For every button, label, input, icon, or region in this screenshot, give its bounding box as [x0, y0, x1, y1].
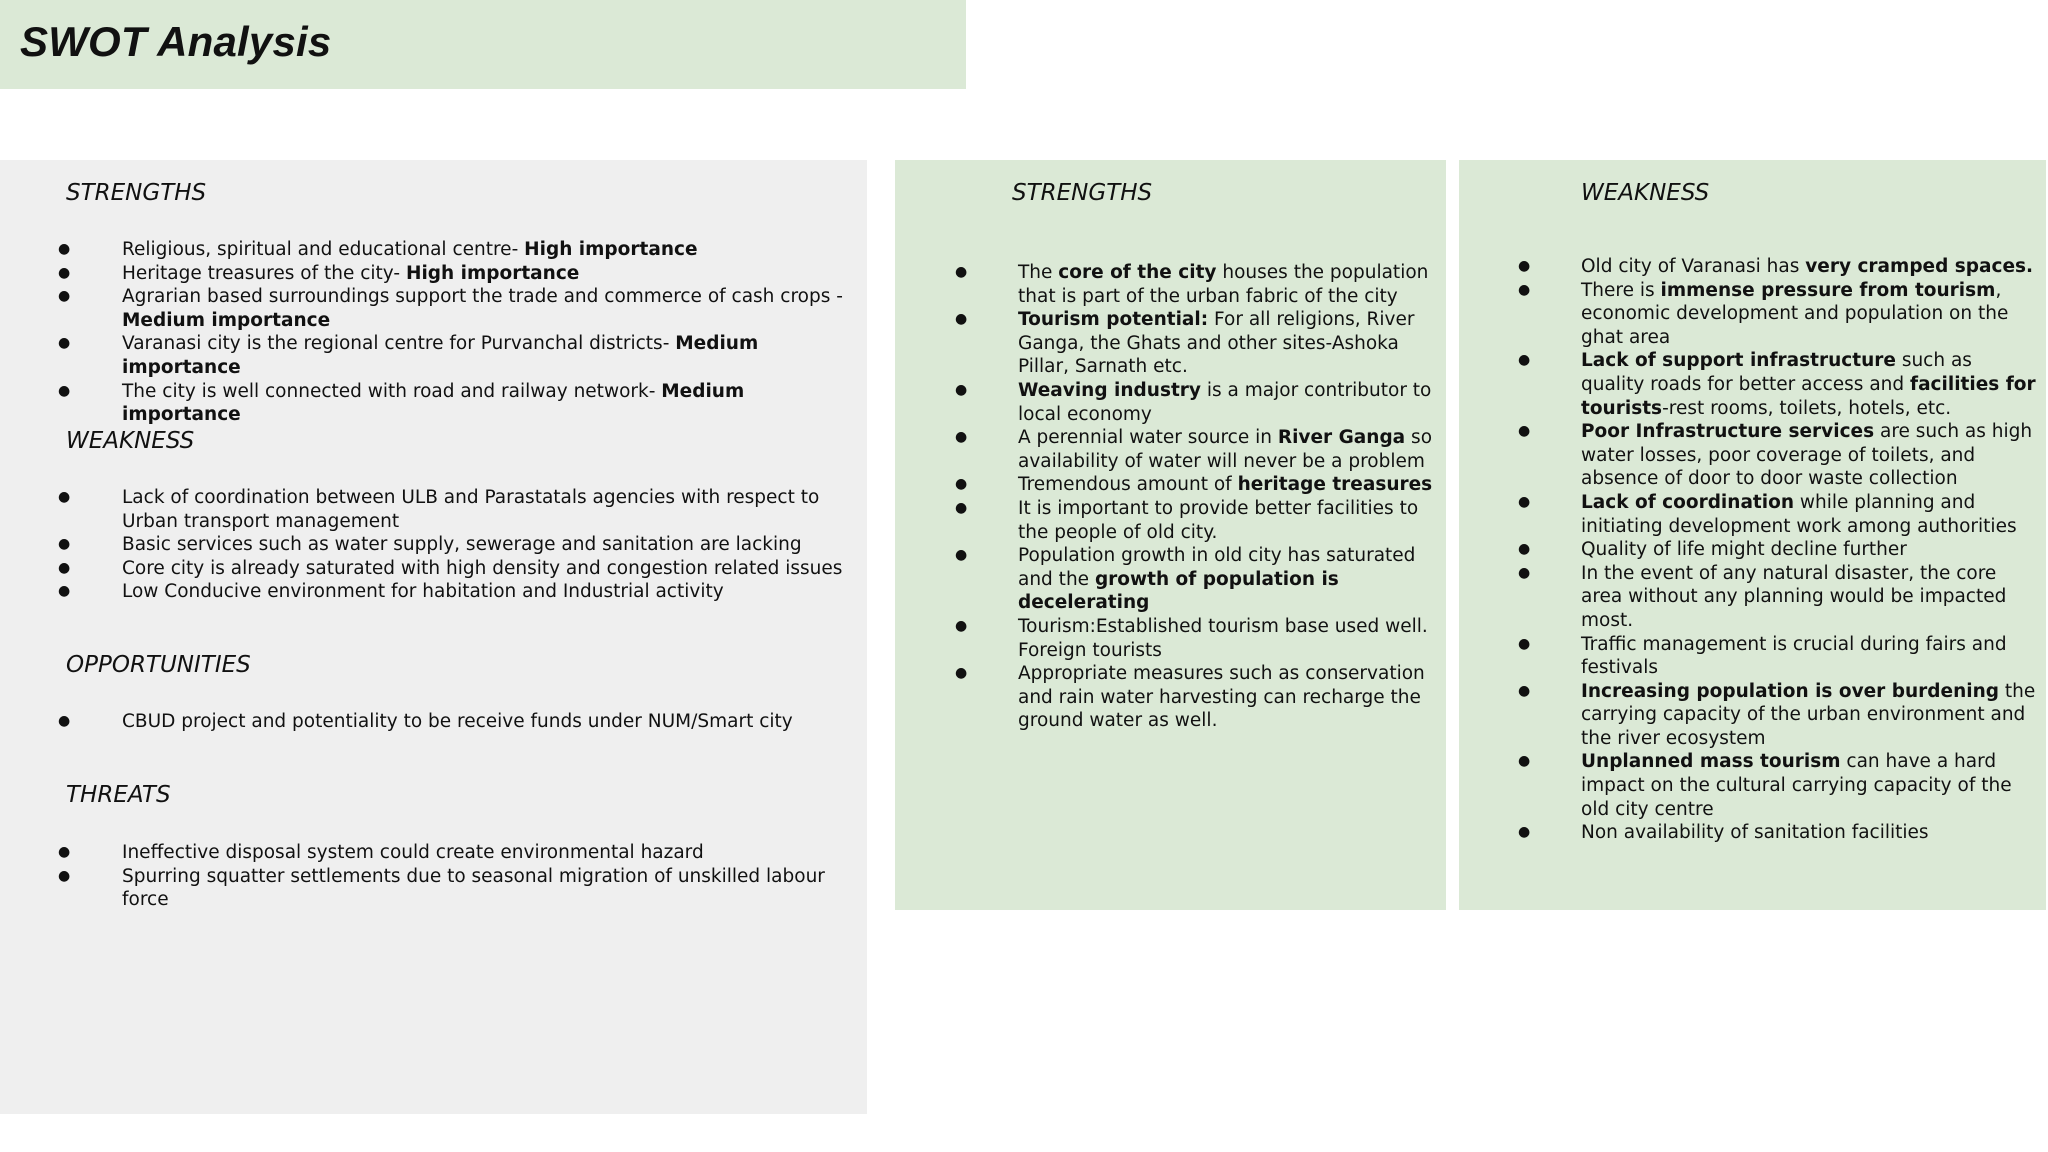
item-text: such as quality roads for better access and [1581, 350, 1972, 395]
item-text: Low Conducive environment for habitation and Industrial activity [122, 581, 724, 603]
item-text: Population growth in old city has saturated and the [1018, 545, 1416, 590]
item-text: can have a hard impact on the cultural carrying capacity of the old city centre [1581, 751, 2012, 820]
list-item [1018, 379, 1438, 426]
item-text: Quality of life might decline further [1581, 539, 1907, 561]
strengths-detail-list [1018, 261, 1438, 733]
emphasis-text: Lack of coordination [1581, 491, 1794, 513]
list-item [1018, 662, 1438, 733]
list-item [122, 238, 862, 262]
weakness-detail-list [1581, 255, 2041, 845]
list-item [122, 557, 862, 581]
strengths-detail-heading: STRENGTHS [1012, 180, 1153, 206]
list-item [1581, 633, 2041, 680]
item-text: The city is well connected with road and railway network- [122, 380, 662, 402]
list-item [1018, 473, 1438, 497]
list-item [1018, 544, 1438, 615]
item-text: Religious, spiritual and educational centre- [122, 239, 525, 260]
list-item [122, 380, 862, 427]
item-text: It is important to provide better facilities to the people of old city. [1018, 497, 1419, 543]
item-text: In the event of any natural disaster, the core area without any planning would be impacted most. [1581, 562, 2007, 631]
threats-heading: THREATS [66, 782, 171, 808]
item-text: There is [1581, 279, 1661, 301]
item-text: so availability of water will never be a problem [1018, 427, 1433, 472]
list-item [122, 710, 862, 734]
page-title: SWOT Analysis [20, 18, 332, 65]
item-text: Varanasi city is the regional centre for Purvanchal districts- [122, 333, 676, 355]
list-item [122, 841, 862, 865]
emphasis-text: Medium importance [122, 309, 331, 331]
item-text: Spurring squatter settlements due to seasonal migration of unskilled labour force [122, 865, 825, 911]
emphasis-text: facilities for tourists [1581, 373, 2036, 419]
item-text: The [1018, 262, 1059, 283]
strengths-detail-panel [895, 160, 1446, 910]
list-item [122, 865, 862, 912]
item-text: Appropriate measures such as conservation and rain water harvesting can recharge the ground water as well. [1018, 663, 1425, 732]
item-text: A perennial water source in [1018, 427, 1278, 449]
item-text: are such as high water losses, poor coverage of toilets, and absence of door to door waste collection [1581, 421, 2033, 490]
list-item [1581, 750, 2041, 821]
item-text: -rest rooms, toilets, hotels, etc. [1662, 397, 1952, 419]
emphasis-text: River Ganga [1277, 427, 1406, 449]
item-text: is a major contributor to local economy [1018, 379, 1432, 425]
opportunities-list [122, 710, 862, 734]
emphasis-text: core of the city [1058, 262, 1217, 283]
list-item [1581, 680, 2041, 751]
emphasis-text: Poor Infrastructure services [1581, 421, 1875, 443]
emphasis-text: High importance [524, 239, 698, 260]
list-item [122, 285, 862, 332]
item-text: Lack of coordination between ULB and Parastatals agencies with respect to Urban transport management [122, 487, 820, 532]
list-item [1018, 426, 1438, 473]
list-item [1581, 821, 2041, 845]
list-item [1018, 308, 1438, 379]
list-item [1581, 491, 2041, 538]
item-text: Traffic management is crucial during fairs and festivals [1581, 633, 2007, 679]
item-text: Old city of Varanasi has [1581, 256, 1806, 277]
list-item [1581, 255, 2041, 279]
list-item [1018, 497, 1438, 544]
list-item [1581, 349, 2041, 420]
emphasis-text: High importance [405, 262, 580, 284]
item-text: Ineffective disposal system could create environmental hazard [122, 842, 704, 863]
emphasis-text: Unplanned mass tourism [1581, 751, 1841, 773]
item-text: houses the population that is part of the urban fabric of the city [1018, 262, 1429, 307]
item-text: Tremendous amount of [1018, 474, 1238, 496]
emphasis-text: Tourism potential: [1018, 309, 1209, 331]
emphasis-text: Lack of support infrastructure [1581, 350, 1896, 372]
emphasis-text: Medium importance [122, 380, 745, 426]
swot-summary-panel [0, 160, 867, 1114]
emphasis-text: Weaving industry [1018, 379, 1201, 401]
item-text: Basic services such as water supply, sewerage and sanitation are lacking [122, 534, 802, 556]
item-text: For all religions, River Ganga, the Ghats and other sites-Ashoka Pillar, Sarnath etc. [1018, 309, 1415, 378]
item-text: the carrying capacity of the urban environment and the river ecosystem [1581, 680, 2036, 749]
strengths-heading: STRENGTHS [66, 180, 207, 206]
weakness-detail-heading: WEAKNESS [1581, 180, 1710, 206]
item-text: Tourism:Established tourism base used well. Foreign tourists [1018, 615, 1428, 661]
list-item [1581, 420, 2041, 491]
list-item [122, 486, 862, 533]
emphasis-text: immense pressure from tourism [1660, 279, 1996, 301]
threats-list [122, 841, 862, 912]
weakness-list [122, 486, 862, 604]
item-text: Heritage treasures of the city- [122, 262, 406, 284]
list-item [122, 533, 862, 557]
weakness-detail-panel [1459, 160, 2046, 910]
emphasis-text: Medium importance [122, 333, 759, 378]
list-item [122, 262, 862, 286]
weakness-heading: WEAKNESS [66, 428, 195, 454]
list-item [1581, 538, 2041, 562]
emphasis-text: very cramped spaces. [1805, 256, 2034, 277]
item-text: Core city is already saturated with high density and congestion related issues [122, 557, 843, 579]
item-text: while planning and initiating development work among authorities [1581, 491, 2017, 537]
list-item [1581, 279, 2041, 350]
item-text: , economic development and population on the ghat area [1581, 279, 2009, 348]
item-text: Agrarian based surroundings support the trade and commerce of cash crops - [122, 286, 843, 308]
list-item [1018, 615, 1438, 662]
list-item [122, 580, 862, 604]
title-banner [0, 0, 966, 89]
strengths-list [122, 238, 862, 427]
list-item [122, 332, 862, 379]
list-item [1581, 562, 2041, 633]
list-item [1018, 261, 1438, 308]
item-text: Non availability of sanitation facilities [1581, 822, 1929, 844]
item-text: CBUD project and potentiality to be receive funds under NUM/Smart city [122, 711, 793, 732]
emphasis-text: growth of population is decelerating [1018, 568, 1339, 614]
emphasis-text: heritage treasures [1237, 474, 1433, 496]
emphasis-text: Increasing population is over burdening [1581, 680, 2000, 702]
opportunities-heading: OPPORTUNITIES [66, 652, 251, 678]
